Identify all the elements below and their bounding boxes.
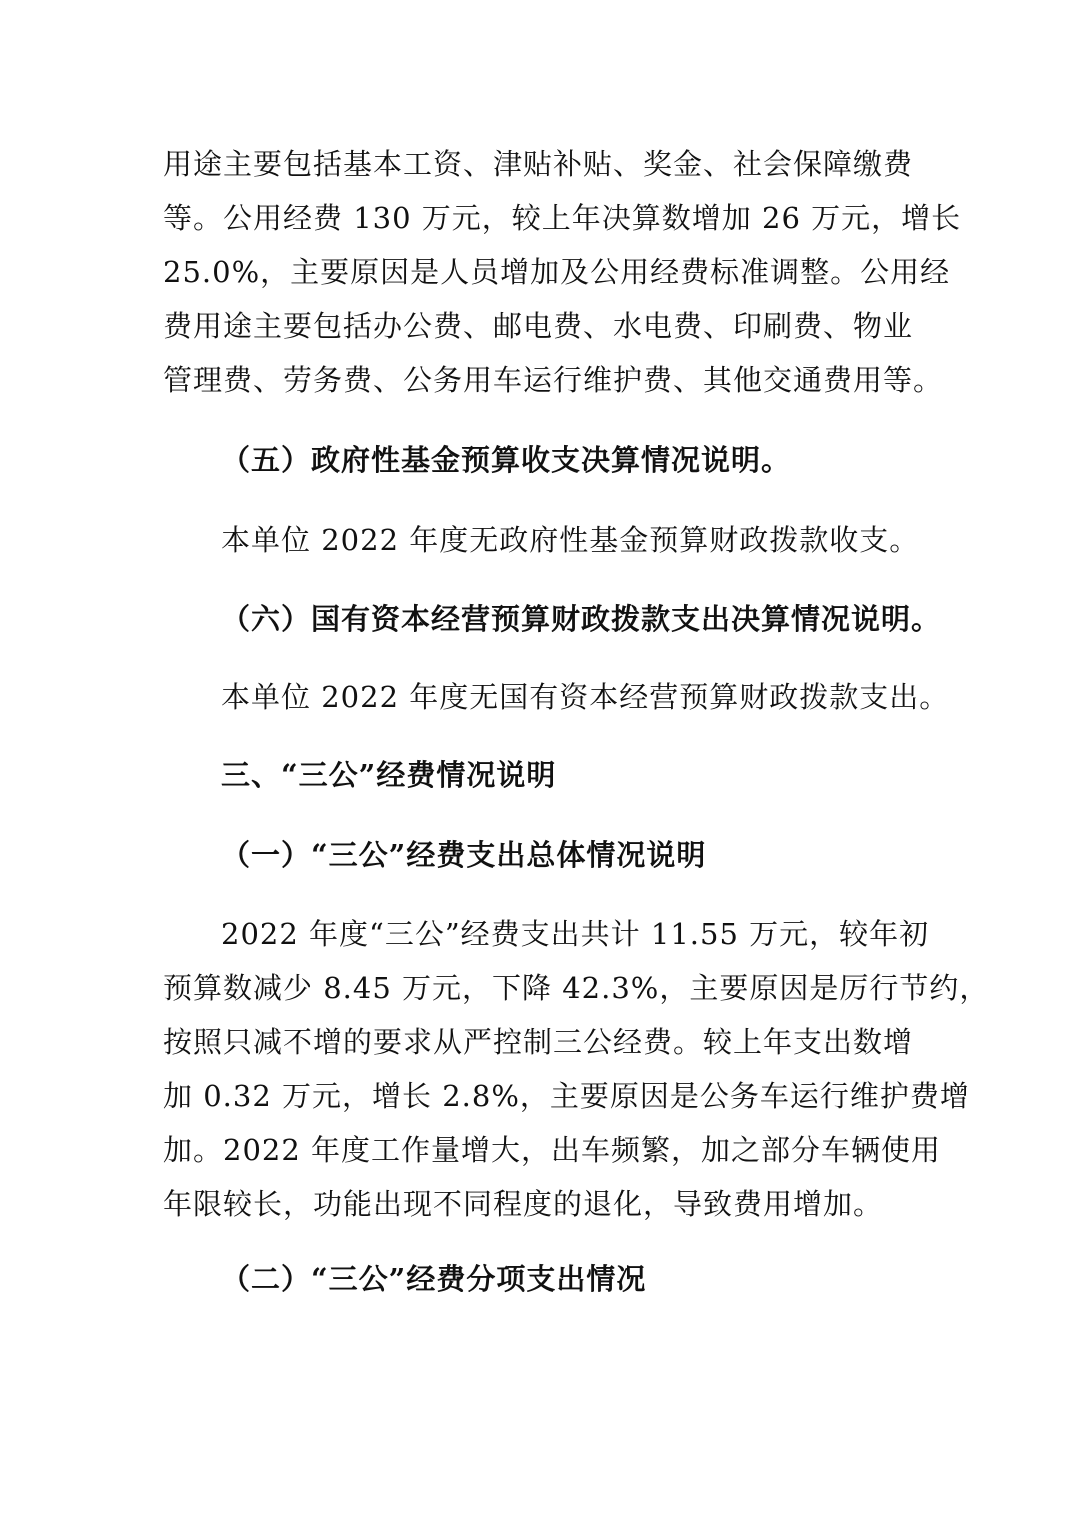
paragraph-line: 25.0%，主要原因是人员增加及公用经费标准调整。公用经 bbox=[163, 255, 951, 289]
section-heading-three-public: 三、“三公”经费情况说明 bbox=[221, 758, 557, 792]
paragraph-line: 年限较长，功能出现不同程度的退化，导致费用增加。 bbox=[163, 1187, 884, 1221]
paragraph-line: 费用途主要包括办公费、邮电费、水电费、印刷费、物业 bbox=[163, 309, 914, 343]
paragraph-state-capital: 本单位 2022 年度无国有资本经营预算财政拨款支出。 bbox=[221, 680, 950, 714]
heading-state-capital: （六）国有资本经营预算财政拨款支出决算情况说明。 bbox=[221, 602, 942, 636]
paragraph-government-fund: 本单位 2022 年度无政府性基金预算财政拨款收支。 bbox=[221, 523, 920, 557]
paragraph-line: 加 0.32 万元，增长 2.8%，主要原因是公务车运行维护费增 bbox=[163, 1079, 970, 1113]
paragraph-line: 加。2022 年度工作量增大，出车频繁，加之部分车辆使用 bbox=[163, 1133, 942, 1167]
paragraph-line: 用途主要包括基本工资、津贴补贴、奖金、社会保障缴费 bbox=[163, 147, 914, 181]
paragraph-line: 管理费、劳务费、公务用车运行维护费、其他交通费用等。 bbox=[163, 363, 944, 397]
paragraph-line: 等。公用经费 130 万元，较上年决算数增加 26 万元，增长 bbox=[163, 201, 962, 235]
paragraph-line: 按照只减不增的要求从严控制三公经费。较上年支出数增 bbox=[163, 1025, 914, 1059]
subheading-itemized: （二）“三公”经费分项支出情况 bbox=[221, 1262, 647, 1296]
paragraph-line: 2022 年度“三公”经费支出共计 11.55 万元，较年初 bbox=[221, 917, 930, 951]
subheading-overall: （一）“三公”经费支出总体情况说明 bbox=[221, 838, 707, 872]
heading-government-fund: （五）政府性基金预算收支决算情况说明。 bbox=[221, 443, 792, 477]
paragraph-line: 预算数减少 8.45 万元，下降 42.3%，主要原因是厉行节约， bbox=[163, 971, 990, 1005]
